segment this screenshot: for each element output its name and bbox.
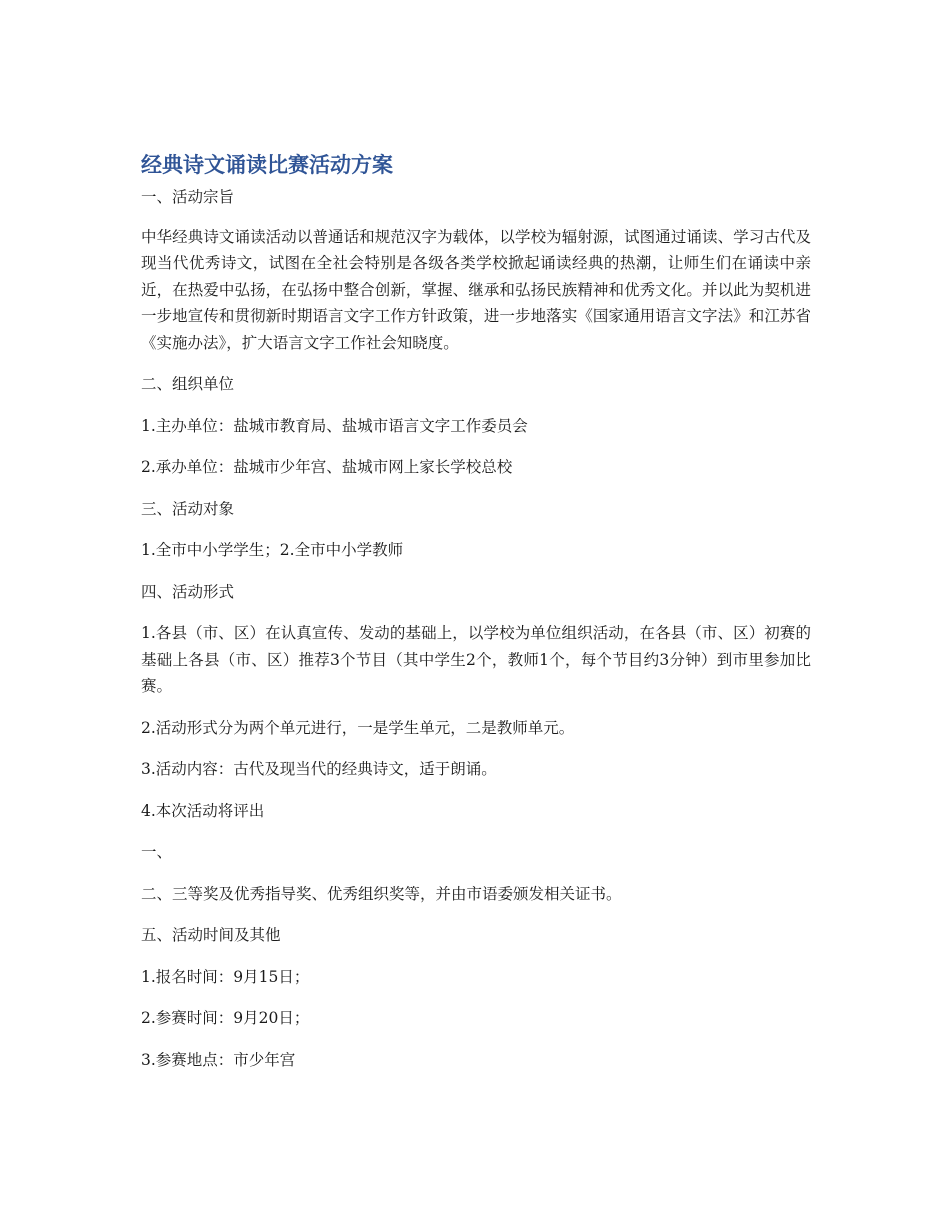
paragraph-award-first: 一、 <box>141 843 173 861</box>
paragraph-format-1: 1.各县（市、区）在认真宣传、发动的基础上，以学校为单位组织活动，在各县（市、区）初赛的基础上各县（市、区）推荐3个节目（其中学生2个，教师1个，每个节目约3分钟）到市里参加比赛。 <box>141 624 811 695</box>
paragraph-purpose-body: 中华经典诗文诵读活动以普通话和规范汉字为载体，以学校为辐射源，试图通过诵读、学习古代及现当代优秀诗文，试图在全社会特别是各级各类学校掀起诵读经典的热潮，让师生们在诵读中亲近，在热爱中弘扬，在弘扬中整合创新，掌握、继承和弘扬民族精神和优秀文化。并以此为契机进一步地宣传和贯彻新时期语言文字工作方针政策，进一步地落实《国家通用语言文字法》和江苏省《实施办法》，扩大语言文字工作社会知晓度。 <box>141 227 811 352</box>
paragraph-competition-time: 2.参赛时间：9月20日； <box>141 1009 310 1027</box>
paragraph-registration-time: 1.报名时间：9月15日； <box>141 967 310 986</box>
paragraph-competition-venue: 3.参赛地点：市少年宫 <box>141 1050 296 1069</box>
document-title: 经典诗文诵读比赛活动方案 <box>141 153 393 177</box>
paragraph-organizer: 2.承办单位：盐城市少年宫、盐城市网上家长学校总校 <box>141 458 513 476</box>
section-heading-purpose: 一、活动宗旨 <box>141 188 235 206</box>
section-heading-schedule: 五、活动时间及其他 <box>141 926 281 944</box>
paragraph-format-4: 4.本次活动将评出 <box>141 801 265 820</box>
paragraph-host: 1.主办单位：盐城市教育局、盐城市语言文字工作委员会 <box>141 416 528 435</box>
section-heading-participants: 三、活动对象 <box>141 499 235 518</box>
section-heading-organizers: 二、组织单位 <box>141 375 235 393</box>
paragraph-format-2: 2.活动形式分为两个单元进行，一是学生单元，二是教师单元。 <box>141 718 575 737</box>
paragraph-participants: 1.全市中小学学生；2.全市中小学教师 <box>141 541 404 559</box>
section-heading-format: 四、活动形式 <box>141 582 235 601</box>
document-page <box>141 150 811 1088</box>
paragraph-format-3: 3.活动内容：古代及现当代的经典诗文，适于朗诵。 <box>141 760 497 778</box>
paragraph-award-rest: 二、三等奖及优秀指导奖、优秀组织奖等，并由市语委颁发相关证书。 <box>141 884 622 903</box>
